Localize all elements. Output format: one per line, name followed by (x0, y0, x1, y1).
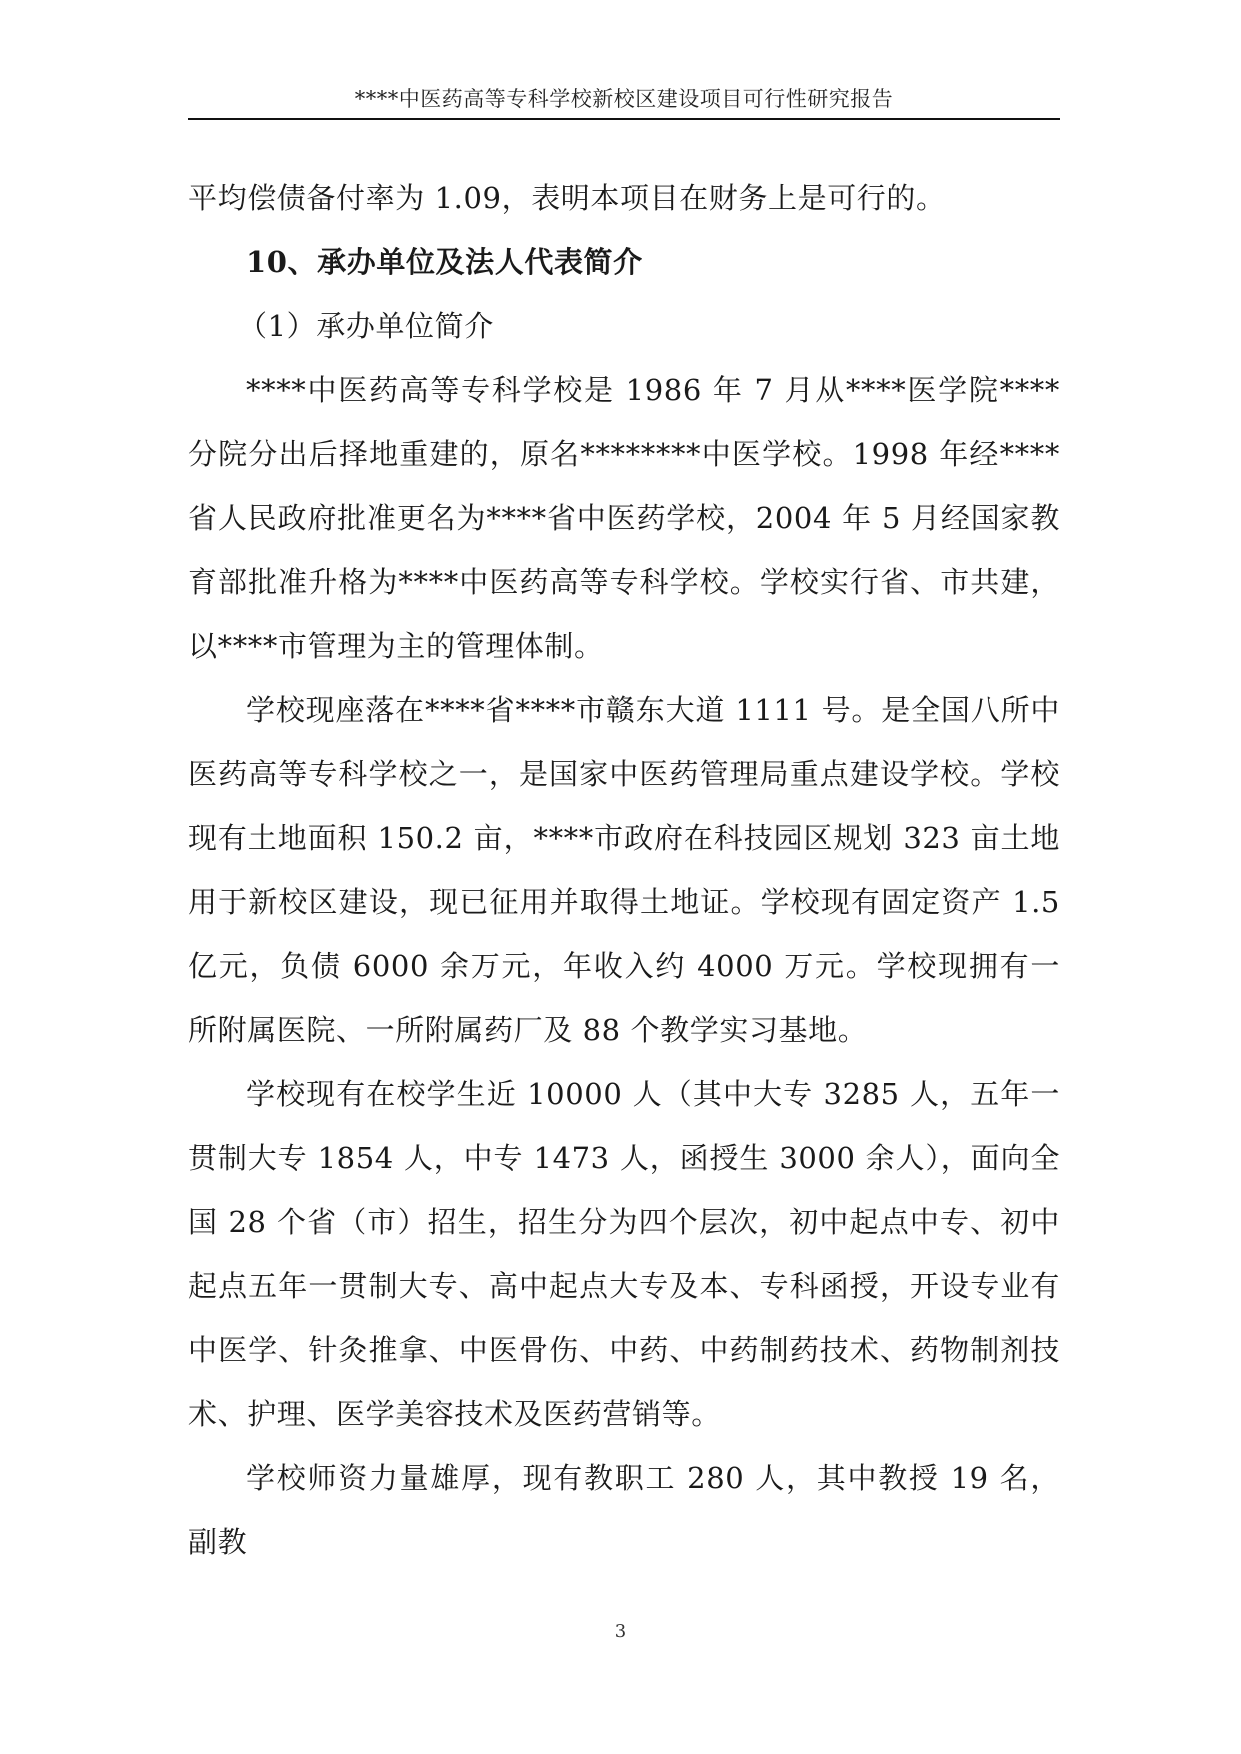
subsection-heading: （1）承办单位简介 (238, 309, 494, 343)
paragraph-history: ****中医药高等专科学校是 1986 年 7 月从****医学院****分院分出后择地重建的，原名********中医学校。1998 年经****省人民政府批准更名为****省中医药学校，2004 年 5 月经国家教育部批准升格为****中医药高等专科学校。学校实行省、市共建，以****市管理为主的管理体制。 (188, 373, 1060, 663)
section-heading: 10、承办单位及法人代表简介 (246, 245, 643, 279)
paragraph-continuation: 平均偿债备付率为 1.09，表明本项目在财务上是可行的。 (188, 181, 946, 215)
page-number: 3 (614, 1621, 627, 1642)
paragraph-students: 学校现有在校学生近 10000 人（其中大专 3285 人，五年一贯制大专 1854 人，中专 1473 人，函授生 3000 余人），面向全国 28 个省（市）招生，招生分为四个层次，初中起点中专、初中起点五年一贯制大专、高中起点大专及本、专科函授，开设专业有中医学、针灸推拿、中医骨伤、中药、中药制药技术、药物制剂技术、护理、医学美容技术及医药营销等。 (188, 1077, 1060, 1431)
header-divider (188, 118, 1060, 120)
paragraph-faculty: 学校师资力量雄厚，现有教职工 280 人，其中教授 19 名，副教 (188, 1461, 1060, 1559)
paragraph-location: 学校现座落在****省****市赣东大道 1111 号。是全国八所中医药高等专科学校之一，是国家中医药管理局重点建设学校。学校现有土地面积 150.2 亩，****市政府在科技园区规划 323 亩土地用于新校区建设，现已征用并取得土地证。学校现有固定资产 1.5 亿元，负债 6000 余万元，年收入约 4000 万元。学校现拥有一所附属医院、一所附属药厂及 88 个教学实习基地。 (188, 693, 1060, 1047)
running-header: ****中医药高等专科学校新校区建设项目可行性研究报告 (354, 87, 894, 111)
document-body (188, 166, 1060, 1574)
